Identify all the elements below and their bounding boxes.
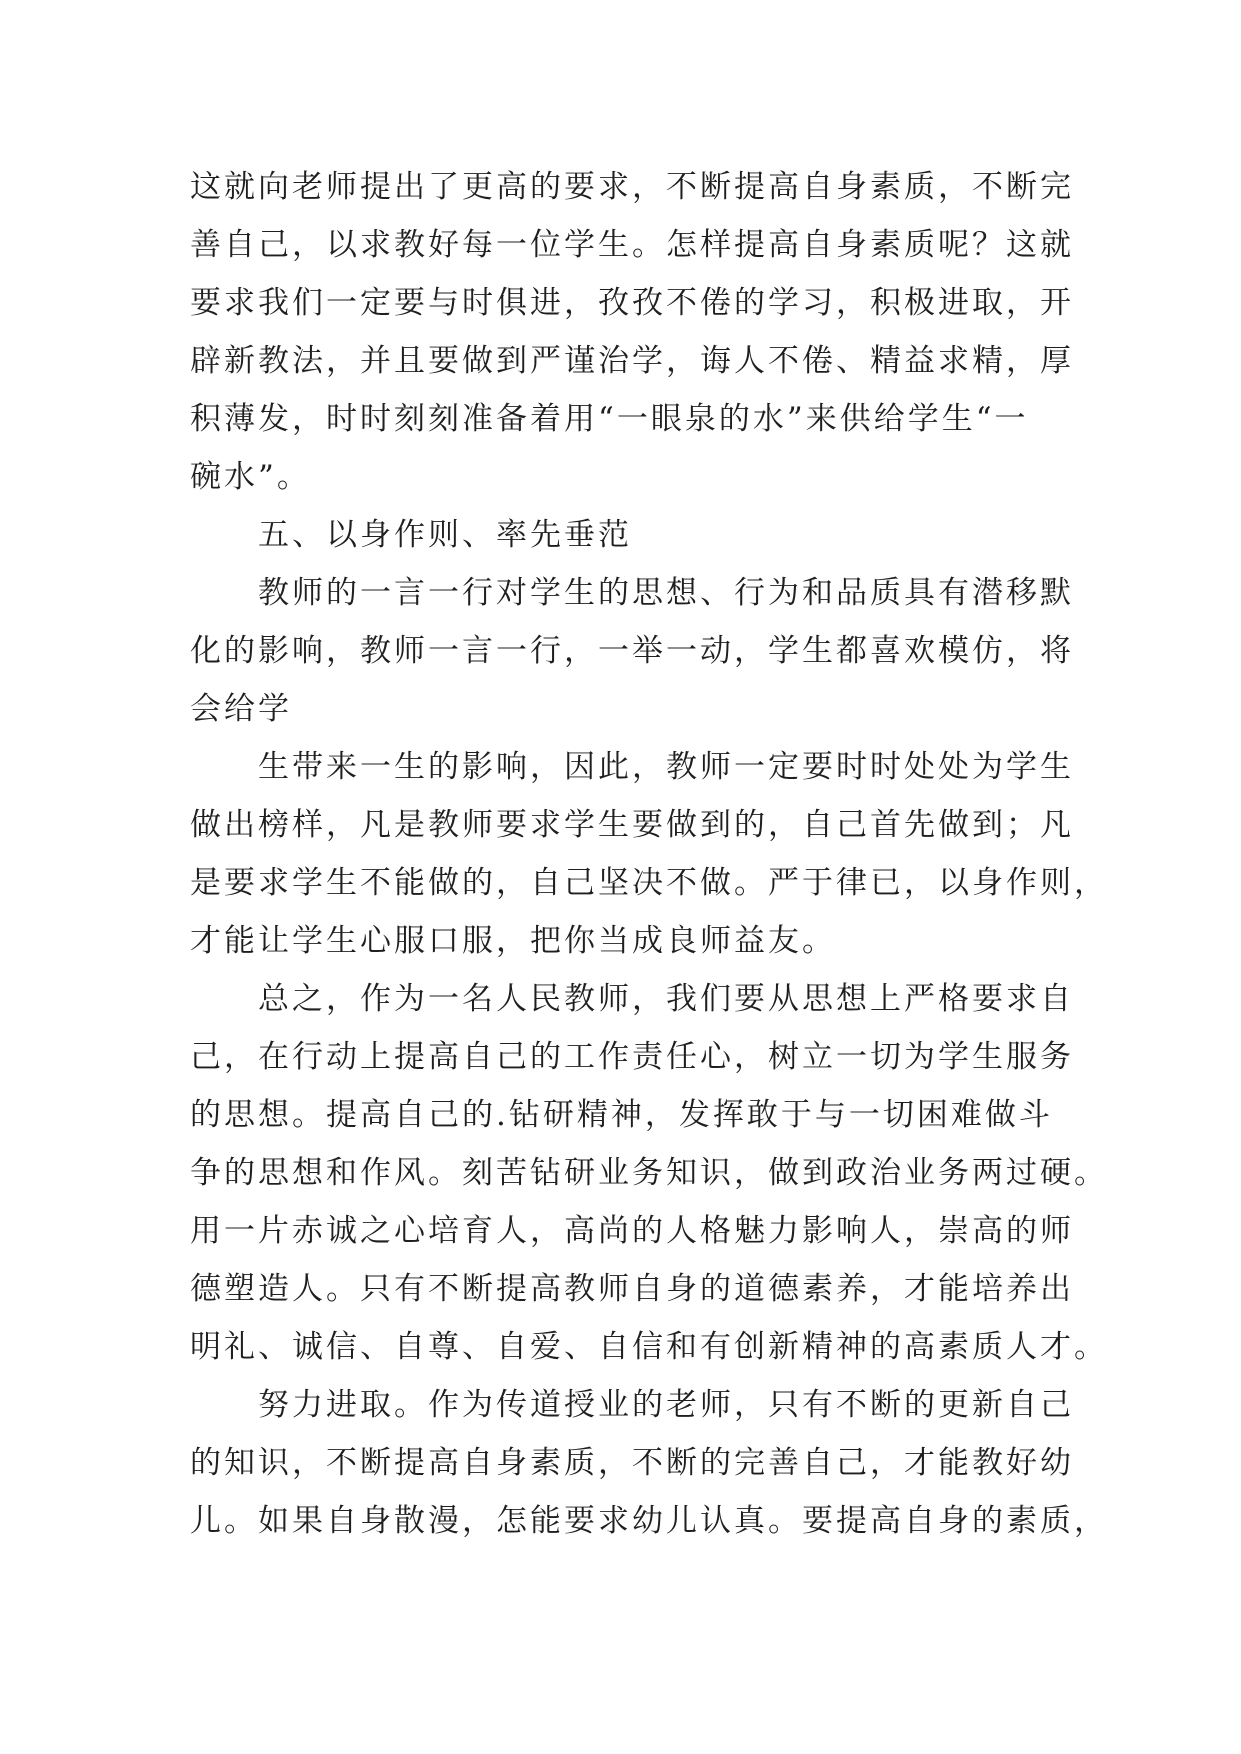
text-line: 德塑造人。只有不断提高教师自身的道德素养，才能培养出	[190, 1271, 1074, 1307]
text-line: 做出榜样，凡是教师要求学生要做到的，自己首先做到；凡	[190, 807, 1074, 843]
text-line: 才能让学生心服口服，把你当成良师益友。	[190, 923, 836, 959]
text-line: 总之，作为一名人民教师，我们要从思想上严格要求自	[258, 981, 1074, 1017]
text-line: 的思想。提高自己的.钻研精神，发挥敢于与一切困难做斗	[190, 1097, 1053, 1133]
text-line: 生带来一生的影响，因此，教师一定要时时处处为学生	[258, 749, 1074, 785]
text-line: 要求我们一定要与时俱进，孜孜不倦的学习，积极进取，开	[190, 285, 1074, 321]
text-line: 辟新教法，并且要做到严谨治学，诲人不倦、精益求精，厚	[190, 343, 1074, 379]
text-line: 化的影响，教师一言一行，一举一动，学生都喜欢模仿，将	[190, 633, 1074, 669]
text-line: 的知识，不断提高自身素质，不断的完善自己，才能教好幼	[190, 1445, 1074, 1481]
text-line: 己，在行动上提高自己的工作责任心，树立一切为学生服务	[190, 1039, 1074, 1075]
document-body	[190, 158, 1108, 1550]
text-line: 争的思想和作风。刻苦钻研业务知识，做到政治业务两过硬。	[190, 1155, 1108, 1191]
text-line: 会给学	[190, 691, 292, 727]
text-line: 善自己，以求教好每一位学生。怎样提高自身素质呢？这就	[190, 227, 1074, 263]
text-line: 教师的一言一行对学生的思想、行为和品质具有潜移默	[258, 575, 1074, 611]
text-line: 碗水”。	[190, 459, 311, 495]
text-line: 用一片赤诚之心培育人，高尚的人格魅力影响人，崇高的师	[190, 1213, 1074, 1249]
text-line: 积薄发，时时刻刻准备着用“一眼泉的水”来供给学生“一	[190, 401, 1029, 437]
text-line: 儿。如果自身散漫，怎能要求幼儿认真。要提高自身的素质，	[190, 1503, 1108, 1539]
text-line: 这就向老师提出了更高的要求，不断提高自身素质，不断完	[190, 169, 1074, 205]
text-line: 明礼、诚信、自尊、自爱、自信和有创新精神的高素质人才。	[190, 1329, 1108, 1365]
text-line: 是要求学生不能做的，自己坚决不做。严于律已，以身作则，	[190, 865, 1108, 901]
text-line: 努力进取。作为传道授业的老师，只有不断的更新自己	[258, 1387, 1074, 1423]
text-line: 五、以身作则、率先垂范	[258, 517, 632, 553]
